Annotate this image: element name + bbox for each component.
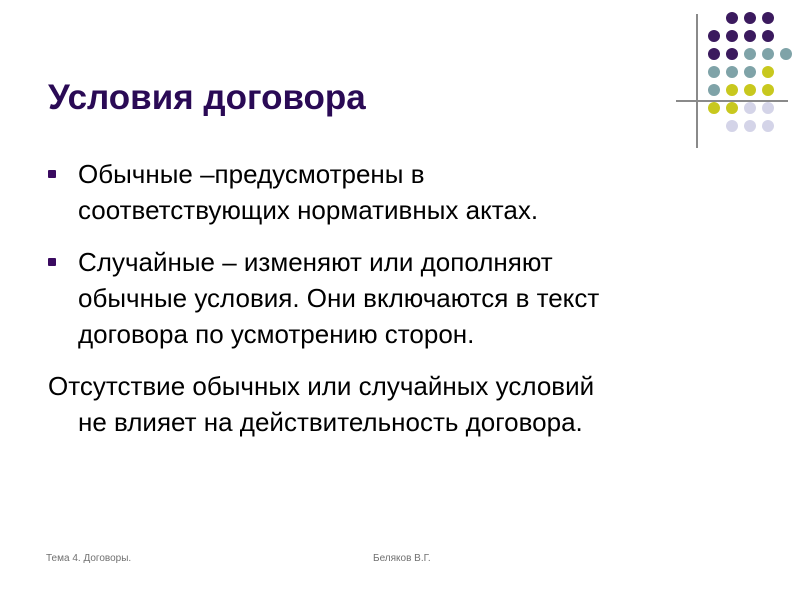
decor-dot bbox=[762, 84, 774, 96]
decor-dot bbox=[708, 66, 720, 78]
decor-dot bbox=[762, 48, 774, 60]
decor-dot bbox=[726, 84, 738, 96]
decor-dot bbox=[708, 30, 720, 42]
bullet-marker bbox=[48, 170, 56, 178]
decor-dot bbox=[708, 102, 720, 114]
bullet-item-2 bbox=[78, 244, 758, 352]
decor-dot bbox=[744, 12, 756, 24]
decor-dot bbox=[744, 102, 756, 114]
decor-dot bbox=[726, 48, 738, 60]
slide-title: Условия договора bbox=[48, 78, 366, 117]
bullet-line: обычные условия. Они включаются в текст bbox=[78, 283, 600, 313]
decor-dot bbox=[726, 102, 738, 114]
decor-dot bbox=[744, 66, 756, 78]
footer-author: Беляков В.Г. bbox=[373, 553, 431, 564]
decor-dot bbox=[744, 120, 756, 132]
decor-dot bbox=[708, 48, 720, 60]
decor-dot bbox=[762, 102, 774, 114]
decor-dot bbox=[762, 120, 774, 132]
decor-dot bbox=[726, 120, 738, 132]
decor-dot bbox=[780, 48, 792, 60]
closing-paragraph bbox=[48, 368, 768, 440]
decor-dot bbox=[744, 84, 756, 96]
decor-dot bbox=[762, 66, 774, 78]
bullet-line: Обычные –предусмотрены в bbox=[78, 159, 425, 189]
decor-dot bbox=[708, 84, 720, 96]
bullet-marker bbox=[48, 258, 56, 266]
decor-dot bbox=[744, 48, 756, 60]
decor-dot bbox=[726, 66, 738, 78]
bullet-line: соответствующих нормативных актах. bbox=[78, 195, 539, 225]
bullet-item-1 bbox=[78, 156, 758, 228]
decor-dot bbox=[726, 30, 738, 42]
decor-dot bbox=[726, 12, 738, 24]
decor-dot bbox=[762, 30, 774, 42]
bullet-line: Случайные – изменяют или дополняют bbox=[78, 247, 553, 277]
footer-topic: Тема 4. Договоры. bbox=[46, 553, 132, 564]
decor-vertical-line bbox=[696, 14, 698, 148]
bullet-line: договора по усмотрению сторон. bbox=[78, 319, 475, 349]
paragraph-line: Отсутствие обычных или случайных условий bbox=[48, 371, 595, 401]
decor-dot bbox=[744, 30, 756, 42]
paragraph-line: не влияет на действительность договора. bbox=[78, 407, 583, 437]
decor-dot bbox=[762, 12, 774, 24]
